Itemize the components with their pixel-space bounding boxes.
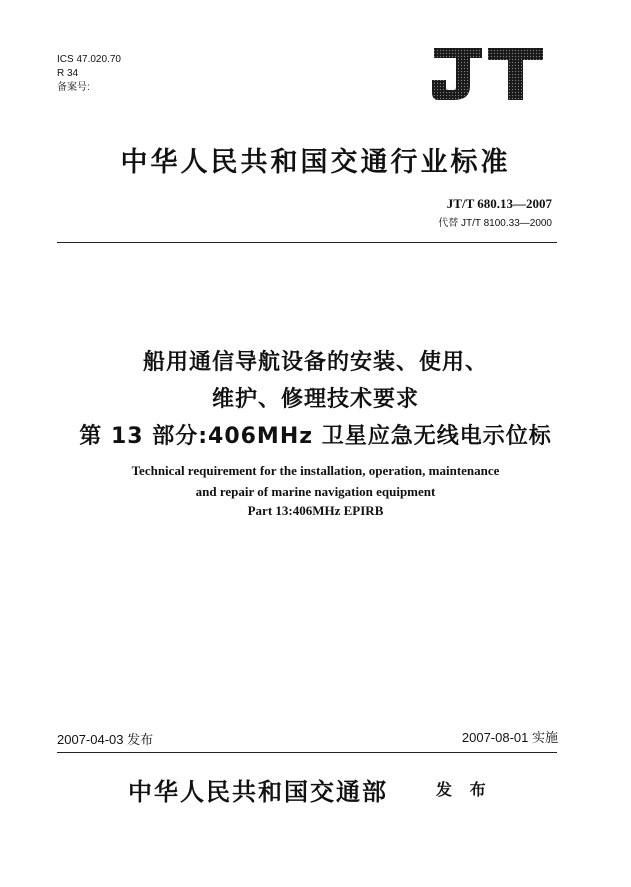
document-title-cn-line-1: 船用通信导航设备的安装、使用、: [142, 350, 488, 375]
class-code: R 34: [57, 68, 79, 79]
document-title-cn-line-2: 维护、修理技术要求: [211, 387, 419, 412]
ics-code: ICS 47.020.70: [57, 54, 121, 65]
replaced-standard: 代替 JT/T 8100.33—2000: [438, 218, 552, 229]
issue-date: 2007-04-03 发布: [57, 732, 154, 747]
footer-divider: [57, 752, 557, 753]
standard-code: JT/T 680.13—2007: [446, 196, 552, 211]
effective-date: 2007-08-01 实施: [461, 730, 558, 745]
jt-logo: [430, 46, 545, 102]
header-divider: [57, 242, 557, 243]
document-title-cn-line-3: 第 13 部分:406MHz 卫星应急无线电示位标: [79, 424, 552, 449]
record-number: 备案号:: [57, 82, 90, 93]
document-title-en-line-2: and repair of marine navigation equipment: [195, 484, 436, 499]
issuing-authority: 中华人民共和国交通部: [128, 777, 388, 806]
standard-series-title: 中华人民共和国交通行业标准: [120, 147, 511, 178]
document-title-en-line-1: Technical requirement for the installation, operation, maintenance: [131, 463, 500, 478]
issue-label: 发 布: [436, 780, 492, 799]
classification-block: [57, 53, 121, 95]
document-title-en-line-3: Part 13:406MHz EPIRB: [247, 503, 384, 518]
